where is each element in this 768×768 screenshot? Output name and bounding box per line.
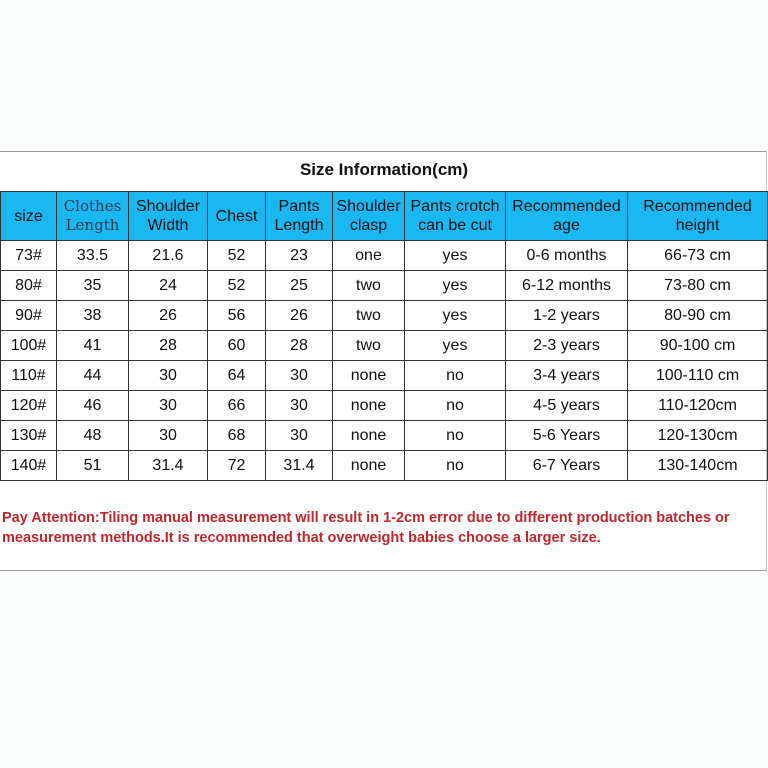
table-cell: 33.5 — [57, 241, 129, 271]
table-cell: yes — [405, 271, 506, 301]
table-row — [1, 301, 768, 331]
table-cell: 26 — [129, 301, 208, 331]
table-cell: 110-120cm — [628, 391, 768, 421]
header-chest: Chest — [208, 192, 266, 241]
table-cell: yes — [405, 301, 506, 331]
table-cell: 24 — [129, 271, 208, 301]
header-shoulder-width: Shoulder Width — [129, 192, 208, 241]
table-cell: 1-2 years — [506, 301, 628, 331]
table-cell: none — [333, 451, 405, 481]
table-cell: no — [405, 391, 506, 421]
header-size: size — [1, 192, 57, 241]
table-cell: 56 — [208, 301, 266, 331]
table-cell: 73-80 cm — [628, 271, 768, 301]
table-cell: no — [405, 361, 506, 391]
table-cell: 2-3 years — [506, 331, 628, 361]
table-cell: 30 — [266, 421, 333, 451]
attention-note — [2, 508, 764, 548]
table-cell: 110# — [1, 361, 57, 391]
table-cell: 130# — [1, 421, 57, 451]
table-cell: two — [333, 271, 405, 301]
table-cell: 38 — [57, 301, 129, 331]
note-line-2: measurement methods.It is recommended that overweight babies choose a larger size. — [2, 530, 601, 546]
table-cell: two — [333, 331, 405, 361]
table-cell: 30 — [266, 361, 333, 391]
table-cell: 100-110 cm — [628, 361, 768, 391]
table-cell: yes — [405, 241, 506, 271]
table-cell: 4-5 years — [506, 391, 628, 421]
table-cell: 41 — [57, 331, 129, 361]
table-cell: 5-6 Years — [506, 421, 628, 451]
table-cell: 52 — [208, 241, 266, 271]
table-row — [1, 241, 768, 271]
table-cell: no — [405, 421, 506, 451]
header-recommended-height: Recommended height — [628, 192, 768, 241]
table-cell: 48 — [57, 421, 129, 451]
table-cell: none — [333, 421, 405, 451]
header-shoulder-clasp: Shoulder clasp — [333, 192, 405, 241]
table-row — [1, 391, 768, 421]
table-cell: 51 — [57, 451, 129, 481]
table-cell: 30 — [266, 391, 333, 421]
table-cell: 6-12 months — [506, 271, 628, 301]
header-clothes-length: Clothes Length — [57, 192, 129, 241]
table-cell: no — [405, 451, 506, 481]
table-cell: 60 — [208, 331, 266, 361]
table-cell: 26 — [266, 301, 333, 331]
table-cell: 100# — [1, 331, 57, 361]
table-row — [1, 271, 768, 301]
table-cell: yes — [405, 331, 506, 361]
table-cell: one — [333, 241, 405, 271]
table-cell: 120# — [1, 391, 57, 421]
table-cell: none — [333, 361, 405, 391]
table-row — [1, 451, 768, 481]
table-cell: 3-4 years — [506, 361, 628, 391]
header-recommended-age: Recommended age — [506, 192, 628, 241]
table-cell: 31.4 — [266, 451, 333, 481]
table-cell: 23 — [266, 241, 333, 271]
table-cell: 140# — [1, 451, 57, 481]
table-cell: 66 — [208, 391, 266, 421]
table-cell: 80-90 cm — [628, 301, 768, 331]
table-cell: 90# — [1, 301, 57, 331]
table-cell: 68 — [208, 421, 266, 451]
table-cell: 130-140cm — [628, 451, 768, 481]
table-cell: 30 — [129, 391, 208, 421]
table-cell: 44 — [57, 361, 129, 391]
table-body — [1, 241, 768, 481]
table-cell: two — [333, 301, 405, 331]
table-cell: 25 — [266, 271, 333, 301]
table-cell: 31.4 — [129, 451, 208, 481]
table-cell: none — [333, 391, 405, 421]
table-row — [1, 361, 768, 391]
table-cell: 6-7 Years — [506, 451, 628, 481]
table-cell: 35 — [57, 271, 129, 301]
table-cell: 28 — [129, 331, 208, 361]
table-cell: 72 — [208, 451, 266, 481]
header-pants-crotch: Pants crotch can be cut — [405, 192, 506, 241]
table-cell: 0-6 months — [506, 241, 628, 271]
table-cell: 120-130cm — [628, 421, 768, 451]
table-row — [1, 331, 768, 361]
table-cell: 21.6 — [129, 241, 208, 271]
table-cell: 80# — [1, 271, 57, 301]
table-cell: 73# — [1, 241, 57, 271]
table-cell: 30 — [129, 361, 208, 391]
table-cell: 28 — [266, 331, 333, 361]
chart-title: Size Information(cm) — [299, 160, 469, 179]
table-cell: 66-73 cm — [628, 241, 768, 271]
table-cell: 64 — [208, 361, 266, 391]
header-pants-length: Pants Length — [266, 192, 333, 241]
table-row — [1, 421, 768, 451]
table-cell: 46 — [57, 391, 129, 421]
table-cell: 90-100 cm — [628, 331, 768, 361]
header-row — [1, 192, 768, 241]
size-table — [0, 191, 768, 481]
table-cell: 30 — [129, 421, 208, 451]
table-cell: 52 — [208, 271, 266, 301]
note-line-1: Pay Attention:Tiling manual measurement will result in 1-2cm error due to different production batches or — [2, 510, 730, 526]
